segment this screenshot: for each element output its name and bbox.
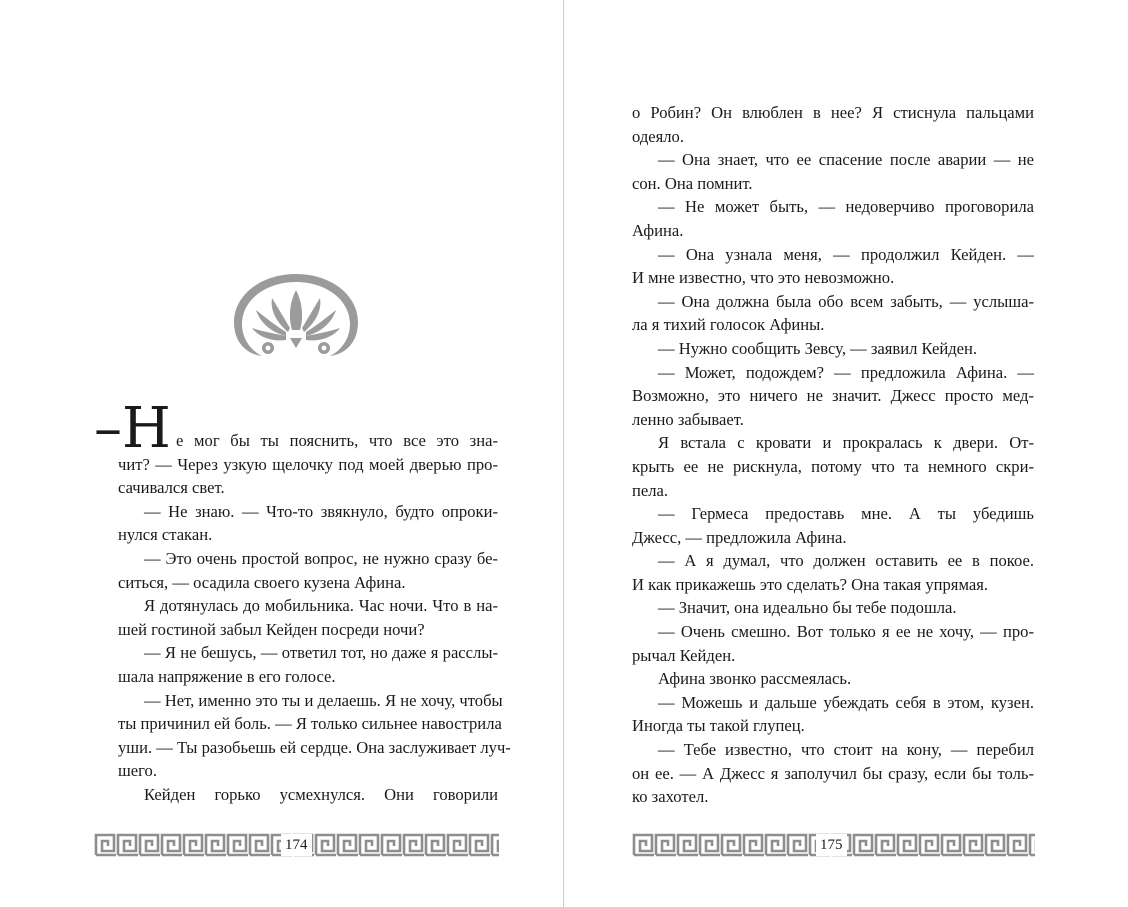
text-line: нулся стакан.	[118, 525, 213, 545]
text-line: крыть ее не рискнула, потому что та немного скри-	[632, 456, 1034, 476]
text-line: рычал Кейден.	[632, 645, 736, 665]
text-line: — Я не бешусь, — ответил тот, но даже я расслы-	[144, 643, 498, 663]
text-line: — Не может быть, — недоверчиво проговорила	[658, 197, 1034, 217]
drop-cap: –Н	[94, 396, 171, 461]
text-line: — Очень смешно. Вот только я ее не хочу, — про-	[658, 622, 1034, 642]
text-line: сачивался свет.	[118, 478, 225, 498]
text-line: — Она узнала меня, — продолжил Кейден. —	[658, 244, 1034, 264]
text-line: — Нет, именно это ты и делаешь. Я не хочу, чтобы	[144, 690, 503, 710]
right-page-text	[632, 101, 1034, 809]
text-line: е мог бы ты пояснить, что все это зна-	[176, 431, 498, 450]
text-line: Джесс, — предложила Афина.	[632, 527, 847, 547]
text-line: — Она знает, что ее спасение после аварии — не	[658, 150, 1034, 170]
text-line: ситься, — осадила своего кузена Афина.	[118, 572, 406, 592]
text-line: — Гермеса предоставь мне. А ты убедишь	[658, 504, 1034, 524]
text-line: — Можешь и дальше убеждать себя в этом, кузен.	[658, 692, 1034, 712]
text-line: — А я думал, что должен оставить ее в покое.	[658, 551, 1034, 571]
page-number: 174	[281, 834, 312, 856]
text-line: — Это очень простой вопрос, не нужно сразу бе-	[144, 548, 498, 568]
text-line: И мне известно, что это невозможно.	[632, 268, 895, 288]
text-line: Афина.	[632, 220, 684, 240]
text-line: сон. Она помнит.	[632, 173, 753, 193]
text-line: Иногда ты такой глупец.	[632, 716, 805, 736]
text-line: одеяло.	[632, 126, 684, 146]
text-line: о Робин? Он влюблен в нее? Я стиснула пальцами	[632, 103, 1034, 122]
text-line: ты причинил ей боль. — Я только сильнее навострила	[118, 714, 502, 734]
left-page-text	[118, 429, 511, 807]
palmette-ornament-icon	[230, 270, 362, 362]
text-line: ко захотел.	[632, 787, 709, 807]
text-line: уши. — Ты разобьешь ей сердце. Она заслуживает луч-	[118, 737, 511, 757]
text-line: ленно забывает.	[632, 409, 744, 429]
text-line: И как прикажешь это сделать? Она такая упрямая.	[632, 574, 988, 594]
text-line: — Нужно сообщить Зевсу, — заявил Кейден.	[658, 338, 978, 358]
page-number: 175	[816, 834, 847, 856]
text-line: Кейден горько усмехнулся. Они говорили	[144, 784, 498, 804]
text-line: пела.	[632, 480, 669, 500]
book-gutter	[563, 0, 564, 907]
text-line: — Тебе известно, что стоит на кону, — перебил	[658, 740, 1034, 760]
text-line: шей гостиной забыл Кейден посреди ночи?	[118, 619, 425, 639]
text-line: Я дотянулась до мобильника. Час ночи. Что в на-	[144, 596, 498, 616]
text-line: Возможно, это ничего не значит. Джесс просто мед-	[632, 386, 1034, 406]
text-line: — Она должна была обо всем забыть, — услыша-	[658, 291, 1034, 311]
text-line: — Может, подождем? — предложила Афина. —	[658, 362, 1034, 382]
text-line: — Значит, она идеально бы тебе подошла.	[658, 598, 957, 618]
text-line: чит? — Через узкую щелочку под моей дверью про-	[118, 454, 498, 474]
text-line: — Не знаю. — Что-то звякнуло, будто опроки-	[144, 501, 498, 521]
text-line: шего.	[118, 761, 157, 781]
text-line: ла я тихий голосок Афины.	[632, 315, 825, 335]
text-line: Афина звонко рассмеялась.	[658, 669, 852, 689]
text-line: шала напряжение в его голосе.	[118, 666, 336, 686]
text-line: он ее. — А Джесс я заполучил бы сразу, если бы толь-	[632, 763, 1034, 783]
text-line: Я встала с кровати и прокралась к двери. От-	[658, 433, 1034, 453]
